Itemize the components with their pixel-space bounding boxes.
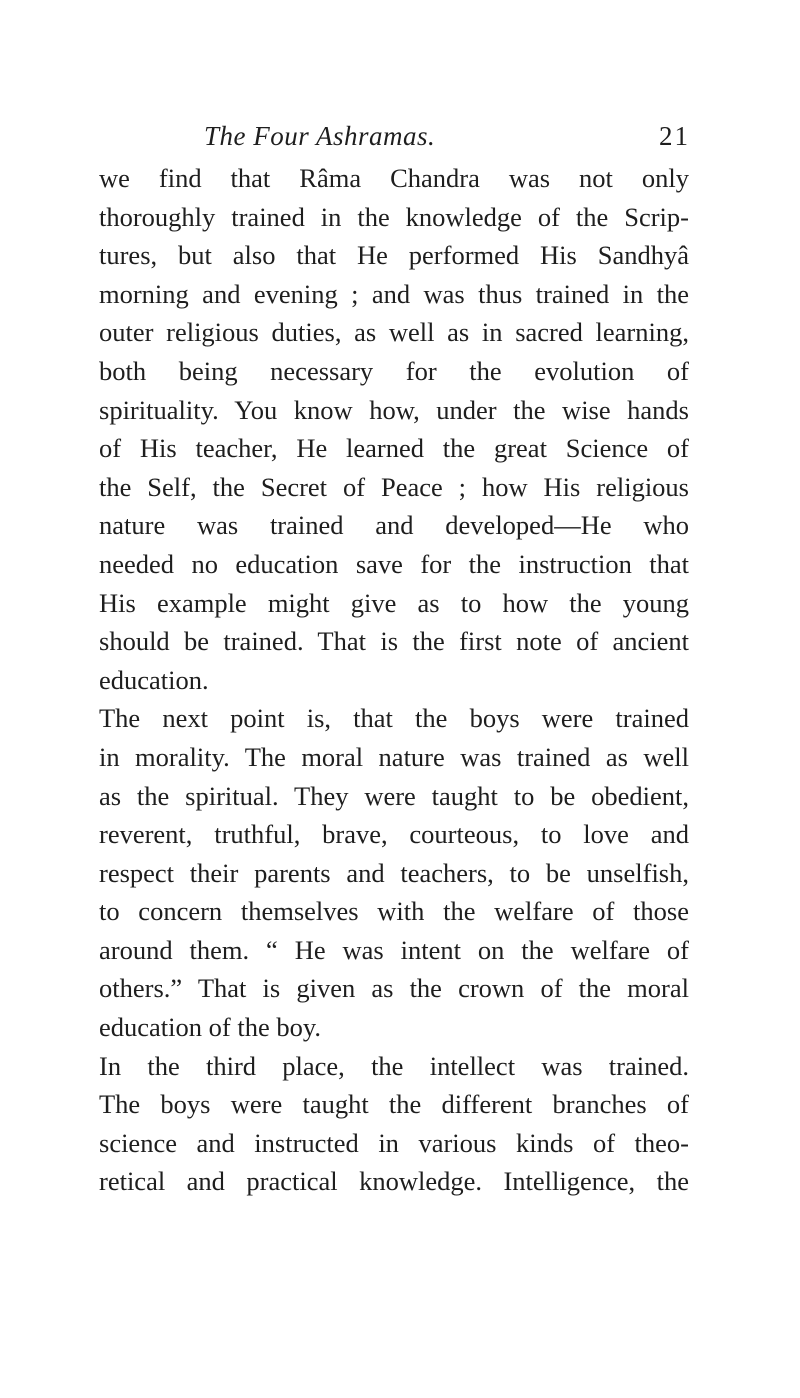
text-line: outer religious duties, as well as in sacred learning, <box>99 317 689 348</box>
running-head <box>204 121 690 161</box>
text-line: nature was trained and developed—He who <box>99 510 689 541</box>
text-line: should be trained. That is the first note of ancient <box>99 626 689 657</box>
text-line: we find that Râma Chandra was not only <box>99 163 689 193</box>
text-line: His example might give as to how the young <box>99 587 689 618</box>
body-text <box>99 159 689 1201</box>
text-line: retical and practical knowledge. Intelligence, the <box>99 1166 689 1197</box>
text-line: the Self, the Secret of Peace ; how His religious <box>99 471 689 502</box>
text-line: of His teacher, He learned the great Science of <box>99 433 689 464</box>
text-line: In the third place, the intellect was trained. <box>99 1050 689 1081</box>
text-line: education of the boy. <box>99 1012 321 1043</box>
text-line: tures, but also that He performed His Sandhyâ <box>99 240 689 271</box>
text-line: morning and evening ; and was thus trained in the <box>99 278 689 309</box>
text-line: both being necessary for the evolution of <box>99 355 689 386</box>
text-line: science and instructed in various kinds of theo- <box>99 1127 689 1158</box>
text-line: needed no education save for the instruction that <box>99 548 689 579</box>
text-line: as the spiritual. They were taught to be obedient, <box>99 780 689 811</box>
text-line: in morality. The moral nature was trained as well <box>99 741 689 772</box>
text-line: around them. “ He was intent on the welfare of <box>99 934 689 965</box>
text-line: thoroughly trained in the knowledge of the Scrip- <box>99 201 689 232</box>
running-title: The Four Ashramas. <box>204 121 436 151</box>
text-line: others.” That is given as the crown of the moral <box>99 973 689 1004</box>
text-line: respect their parents and teachers, to be unselfish, <box>99 857 689 888</box>
text-line: The boys were taught the different branches of <box>99 1089 689 1120</box>
page-number: 21 <box>659 121 690 151</box>
text-line: education. <box>99 664 209 695</box>
text-line: to concern themselves with the welfare of those <box>99 896 689 927</box>
text-line: reverent, truthful, brave, courteous, to love and <box>99 819 689 850</box>
text-line: spirituality. You know how, under the wise hands <box>99 394 689 425</box>
text-line: The next point is, that the boys were trained <box>99 703 689 734</box>
